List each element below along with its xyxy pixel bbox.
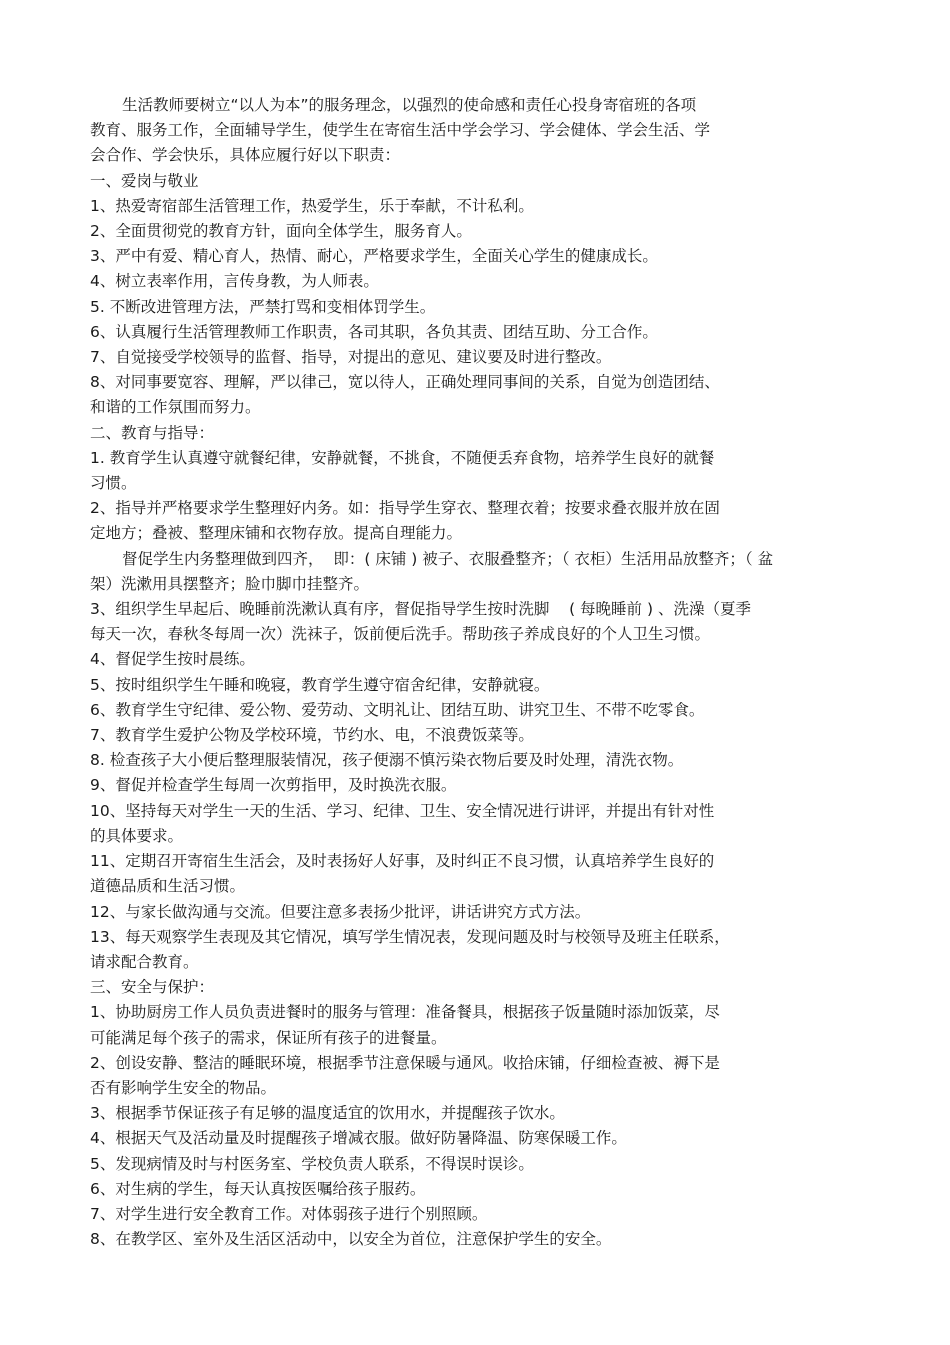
text-line: 5. 不断改进管理方法，严禁打骂和变相体罚学生。 bbox=[90, 297, 436, 316]
text-line: 4、根据天气及活动量及时提醒孩子增减衣服。做好防暑降温、防寒保暖工作。 bbox=[90, 1129, 627, 1148]
document-body bbox=[90, 93, 865, 1252]
text-line: 12、与家长做沟通与交流。但要注意多表扬少批评，讲话讲究方式方法。 bbox=[90, 902, 591, 921]
text-line: 2、全面贯彻党的教育方针，面向全体学生，服务育人。 bbox=[90, 222, 472, 241]
text-line: 教育、服务工作，全面辅导学生，使学生在寄宿生活中学会学习、学会健体、学会生活、学 bbox=[90, 121, 711, 140]
text-line: 否有影响学生安全的物品。 bbox=[90, 1078, 277, 1097]
text-line: 5、发现病情及时与村医务室、学校负责人联系，不得误时误诊。 bbox=[90, 1154, 534, 1173]
text-line: 5、按时组织学生午睡和晚寝，教育学生遵守宿舍纪律，安静就寝。 bbox=[90, 675, 550, 694]
text-line: 定地方；叠被、整理床铺和衣物存放。提高自理能力。 bbox=[90, 524, 463, 543]
text-line: 请求配合教育。 bbox=[90, 952, 199, 971]
text-line: 7、教育学生爱护公物及学校环境，节约水、电，不浪费饭菜等。 bbox=[90, 726, 534, 745]
text-line: 6、教育学生守纪律、爱公物、爱劳动、文明礼让、团结互助、讲究卫生、不带不吃零食。 bbox=[90, 700, 705, 719]
text-line: 11、定期召开寄宿生生活会，及时表扬好人好事，及时纠正不良习惯，认真培养学生良好的 bbox=[90, 852, 715, 871]
text-line: 2、指导并严格要求学生整理好内务。如：指导学生穿衣、整理衣着；按要求叠衣服并放在固 bbox=[90, 499, 720, 518]
text-line: 4、树立表率作用，言传身教，为人师表。 bbox=[90, 272, 379, 291]
text-line: 10、坚持每天对学生一天的生活、学习、纪律、卫生、安全情况进行讲评，并提出有针对性 bbox=[90, 801, 715, 820]
text-line: 9、督促并检查学生每周一次剪指甲，及时换洗衣服。 bbox=[90, 776, 457, 795]
text-line: 8. 检查孩子大小便后整理服装情况，孩子便溺不慎污染衣物后要及时处理，清洗衣物。 bbox=[90, 751, 684, 770]
text-line: 2、创设安静、整洁的睡眠环境，根据季节注意保暖与通风。收拾床铺，仔细检查被、褥下是 bbox=[90, 1053, 720, 1072]
text-line: 13、每天观察学生表现及其它情况，填写学生情况表，发现问题及时与校领导及班主任联系， bbox=[90, 927, 730, 946]
text-line: 3、根据季节保证孩子有足够的温度适宜的饮用水，并提醒孩子饮水。 bbox=[90, 1104, 565, 1123]
text-line: 1、热爱寄宿部生活管理工作，热爱学生，乐于奉献，不计私利。 bbox=[90, 196, 534, 215]
text-line: 4、督促学生按时晨练。 bbox=[90, 650, 255, 669]
text-line: 1. 教育学生认真遵守就餐纪律，安静就餐，不挑食，不随便丢弃食物，培养学生良好的就餐 bbox=[90, 448, 715, 467]
text-line: 7、自觉接受学校领导的监督、指导，对提出的意见、建议要及时进行整改。 bbox=[90, 348, 612, 367]
text-line: 会合作、学会快乐，具体应履行好以下职责： bbox=[90, 146, 401, 165]
text-line: 道德品质和生活习惯。 bbox=[90, 877, 246, 896]
text-line: 8、对同事要宽容、理解，严以律己，宽以待人，正确处理同事间的关系，自觉为创造团结、 bbox=[90, 373, 720, 392]
text-line: 6、对生病的学生，每天认真按医嘱给孩子服药。 bbox=[90, 1179, 426, 1198]
text-line: 二、教育与指导： bbox=[90, 423, 215, 442]
text-line: 三、安全与保护： bbox=[90, 978, 215, 997]
text-line: 一、爱岗与敬业 bbox=[90, 171, 199, 190]
text-line: 习惯。 bbox=[90, 474, 137, 493]
text-line: 生活教师要树立“以人为本”的服务理念，以强烈的使命感和责任心投身寄宿班的各项 bbox=[122, 96, 697, 114]
text-line: 每天一次，春秋冬每周一次）洗袜子，饭前便后洗手。帮助孩子养成良好的个人卫生习惯。 bbox=[90, 625, 711, 644]
text-line: 可能满足每个孩子的需求，保证所有孩子的进餐量。 bbox=[90, 1028, 447, 1047]
text-line: 6、认真履行生活管理教师工作职责，各司其职，各负其责、团结互助、分工合作。 bbox=[90, 322, 658, 341]
text-line: 和谐的工作氛围而努力。 bbox=[90, 398, 261, 417]
text-line: 架）洗漱用具摆整齐；脸巾脚巾挂整齐。 bbox=[90, 574, 370, 593]
text-line: 3、严中有爱、精心育人，热情、耐心，严格要求学生，全面关心学生的健康成长。 bbox=[90, 247, 658, 266]
text-line: 8、在教学区、室外及生活区活动中，以安全为首位，注意保护学生的安全。 bbox=[90, 1230, 612, 1249]
text-line: 督促学生内务整理做到四齐， 即：( 床铺 ) 被子、衣服叠整齐；（ 衣柜）生活用品放整齐；（ 盆 bbox=[122, 549, 774, 568]
text-line: 1、协助厨房工作人员负责进餐时的服务与管理：准备餐具，根据孩子饭量随时添加饭菜，尽 bbox=[90, 1003, 720, 1022]
text-line: 3、组织学生早起后、晚睡前洗漱认真有序，督促指导学生按时洗脚 ( 每晚睡前 ) 、洗澡（夏季 bbox=[90, 600, 751, 619]
text-line: 的具体要求。 bbox=[90, 826, 184, 845]
text-line: 7、对学生进行安全教育工作。对体弱孩子进行个别照顾。 bbox=[90, 1204, 488, 1223]
